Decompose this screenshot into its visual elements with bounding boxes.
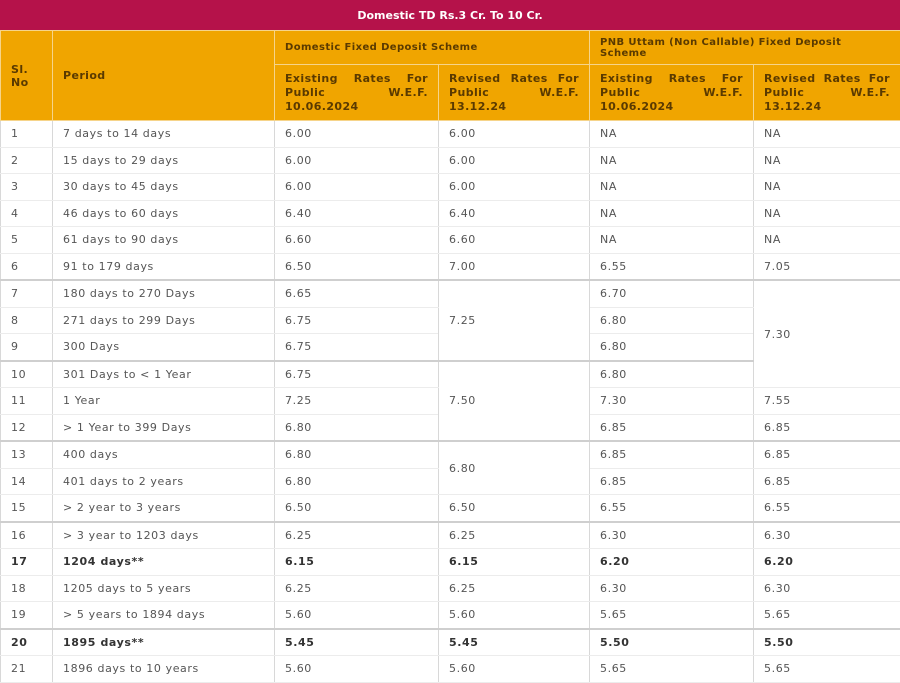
uttam-revised-cell: 6.30	[754, 575, 900, 602]
uttam-revised-cell: 5.65	[754, 656, 900, 683]
sl-cell: 1	[1, 121, 53, 148]
domestic-revised-cell: 6.15	[439, 549, 590, 576]
uttam-revised-cell: 5.50	[754, 629, 900, 656]
sl-cell: 9	[1, 334, 53, 361]
sl-cell: 19	[1, 602, 53, 629]
table-row	[1, 629, 900, 656]
domestic-revised-cell: 5.60	[439, 602, 590, 629]
table-row	[1, 174, 900, 201]
domestic-existing-cell: 6.80	[275, 468, 439, 495]
period-cell: 46 days to 60 days	[53, 200, 275, 227]
uttam-existing-cell: 6.20	[590, 549, 754, 576]
uttam-existing-cell: 6.55	[590, 495, 754, 522]
uttam-revised-cell: 6.85	[754, 414, 900, 441]
domestic-existing-cell: 6.25	[275, 522, 439, 549]
uttam-revised-merged-cell: 7.30	[754, 280, 900, 388]
period-cell: 61 days to 90 days	[53, 227, 275, 254]
period-cell: 30 days to 45 days	[53, 174, 275, 201]
table-title: Domestic TD Rs.3 Cr. To 10 Cr.	[357, 9, 542, 22]
period-cell: 400 days	[53, 441, 275, 468]
uttam-revised-cell: NA	[754, 174, 900, 201]
table-row	[1, 280, 900, 307]
uttam-existing-cell: 6.85	[590, 468, 754, 495]
period-cell: 1896 days to 10 years	[53, 656, 275, 683]
sl-cell: 20	[1, 629, 53, 656]
uttam-revised-cell: 5.65	[754, 602, 900, 629]
sl-cell: 17	[1, 549, 53, 576]
domestic-revised-cell: 7.00	[439, 253, 590, 280]
table-row	[1, 549, 900, 576]
header-pnb-uttam-scheme: PNB Uttam (Non Callable) Fixed Deposit Scheme	[590, 31, 900, 65]
domestic-existing-cell: 6.80	[275, 414, 439, 441]
domestic-existing-cell: 6.15	[275, 549, 439, 576]
uttam-existing-cell: NA	[590, 174, 754, 201]
period-cell: 91 to 179 days	[53, 253, 275, 280]
domestic-revised-merged-cell: 7.25	[439, 280, 590, 361]
period-cell: 15 days to 29 days	[53, 147, 275, 174]
sl-cell: 12	[1, 414, 53, 441]
domestic-existing-cell: 6.75	[275, 361, 439, 388]
uttam-revised-cell: 6.85	[754, 441, 900, 468]
table-row	[1, 656, 900, 683]
uttam-existing-cell: NA	[590, 121, 754, 148]
uttam-existing-cell: 6.85	[590, 441, 754, 468]
uttam-existing-cell: 6.80	[590, 361, 754, 388]
uttam-existing-cell: 6.70	[590, 280, 754, 307]
fd-rates-table	[0, 30, 900, 683]
sl-cell: 6	[1, 253, 53, 280]
period-cell: > 5 years to 1894 days	[53, 602, 275, 629]
uttam-revised-cell: 6.30	[754, 522, 900, 549]
domestic-revised-cell: 6.00	[439, 174, 590, 201]
table-row	[1, 575, 900, 602]
uttam-revised-cell: 7.55	[754, 388, 900, 415]
domestic-existing-cell: 6.00	[275, 121, 439, 148]
table-row	[1, 121, 900, 148]
header-uttam-revised: Revised Rates For Public W.E.F. 13.12.24	[754, 65, 900, 121]
period-cell: > 1 Year to 399 Days	[53, 414, 275, 441]
period-cell: 1205 days to 5 years	[53, 575, 275, 602]
domestic-existing-cell: 6.60	[275, 227, 439, 254]
period-cell: 1 Year	[53, 388, 275, 415]
table-row	[1, 147, 900, 174]
table-row	[1, 253, 900, 280]
period-cell: 300 Days	[53, 334, 275, 361]
domestic-revised-cell: 5.45	[439, 629, 590, 656]
period-cell: 1204 days**	[53, 549, 275, 576]
header-domestic-existing: Existing Rates For Public W.E.F. 10.06.2024	[275, 65, 439, 121]
sl-cell: 2	[1, 147, 53, 174]
period-cell: > 2 year to 3 years	[53, 495, 275, 522]
uttam-existing-cell: NA	[590, 227, 754, 254]
domestic-existing-cell: 6.75	[275, 307, 439, 334]
sl-cell: 13	[1, 441, 53, 468]
uttam-revised-cell: NA	[754, 227, 900, 254]
header-domestic-revised: Revised Rates For Public W.E.F. 13.12.24	[439, 65, 590, 121]
uttam-existing-cell: 6.55	[590, 253, 754, 280]
period-cell: 301 Days to < 1 Year	[53, 361, 275, 388]
uttam-existing-cell: 7.30	[590, 388, 754, 415]
uttam-existing-cell: 6.85	[590, 414, 754, 441]
uttam-existing-cell: 5.65	[590, 602, 754, 629]
domestic-revised-cell: 6.00	[439, 121, 590, 148]
table-row	[1, 522, 900, 549]
domestic-existing-cell: 5.60	[275, 602, 439, 629]
uttam-existing-cell: 6.80	[590, 307, 754, 334]
uttam-existing-cell: NA	[590, 200, 754, 227]
domestic-revised-cell: 6.60	[439, 227, 590, 254]
sl-cell: 4	[1, 200, 53, 227]
domestic-existing-cell: 6.50	[275, 253, 439, 280]
table-row	[1, 441, 900, 468]
table-row	[1, 602, 900, 629]
table-row	[1, 227, 900, 254]
uttam-revised-cell: NA	[754, 147, 900, 174]
uttam-existing-cell: 5.65	[590, 656, 754, 683]
sl-cell: 5	[1, 227, 53, 254]
header-uttam-existing: Existing Rates For Public W.E.F. 10.06.2024	[590, 65, 754, 121]
domestic-existing-cell: 6.40	[275, 200, 439, 227]
sl-cell: 3	[1, 174, 53, 201]
uttam-revised-cell: 6.20	[754, 549, 900, 576]
uttam-existing-cell: 6.30	[590, 575, 754, 602]
table-row	[1, 200, 900, 227]
uttam-revised-cell: 7.05	[754, 253, 900, 280]
sl-cell: 11	[1, 388, 53, 415]
uttam-existing-cell: 6.80	[590, 334, 754, 361]
domestic-existing-cell: 7.25	[275, 388, 439, 415]
domestic-existing-cell: 5.60	[275, 656, 439, 683]
sl-cell: 15	[1, 495, 53, 522]
domestic-existing-cell: 6.50	[275, 495, 439, 522]
uttam-existing-cell: 5.50	[590, 629, 754, 656]
domestic-revised-merged-cell: 6.80	[439, 441, 590, 495]
sl-cell: 18	[1, 575, 53, 602]
uttam-revised-cell: NA	[754, 121, 900, 148]
sl-cell: 7	[1, 280, 53, 307]
header-sl-no: Sl. No	[1, 31, 53, 121]
domestic-existing-cell: 6.00	[275, 174, 439, 201]
period-cell: 7 days to 14 days	[53, 121, 275, 148]
domestic-existing-cell: 6.25	[275, 575, 439, 602]
table-title-bar	[0, 0, 900, 30]
header-domestic-fd-scheme: Domestic Fixed Deposit Scheme	[275, 31, 590, 65]
domestic-revised-cell: 6.25	[439, 522, 590, 549]
header-period: Period	[53, 31, 275, 121]
domestic-revised-merged-cell: 7.50	[439, 361, 590, 442]
domestic-revised-cell: 5.60	[439, 656, 590, 683]
period-cell: 271 days to 299 Days	[53, 307, 275, 334]
domestic-revised-cell: 6.00	[439, 147, 590, 174]
period-cell: > 3 year to 1203 days	[53, 522, 275, 549]
period-cell: 180 days to 270 Days	[53, 280, 275, 307]
sl-cell: 21	[1, 656, 53, 683]
domestic-existing-cell: 6.75	[275, 334, 439, 361]
period-cell: 401 days to 2 years	[53, 468, 275, 495]
sl-cell: 16	[1, 522, 53, 549]
domestic-existing-cell: 6.80	[275, 441, 439, 468]
domestic-revised-cell: 6.25	[439, 575, 590, 602]
domestic-existing-cell: 6.00	[275, 147, 439, 174]
sl-cell: 14	[1, 468, 53, 495]
domestic-existing-cell: 6.65	[275, 280, 439, 307]
uttam-revised-cell: 6.85	[754, 468, 900, 495]
sl-cell: 10	[1, 361, 53, 388]
uttam-revised-cell: NA	[754, 200, 900, 227]
uttam-existing-cell: 6.30	[590, 522, 754, 549]
sl-cell: 8	[1, 307, 53, 334]
uttam-revised-cell: 6.55	[754, 495, 900, 522]
domestic-existing-cell: 5.45	[275, 629, 439, 656]
table-row	[1, 495, 900, 522]
domestic-revised-cell: 6.40	[439, 200, 590, 227]
uttam-existing-cell: NA	[590, 147, 754, 174]
domestic-revised-cell: 6.50	[439, 495, 590, 522]
period-cell: 1895 days**	[53, 629, 275, 656]
